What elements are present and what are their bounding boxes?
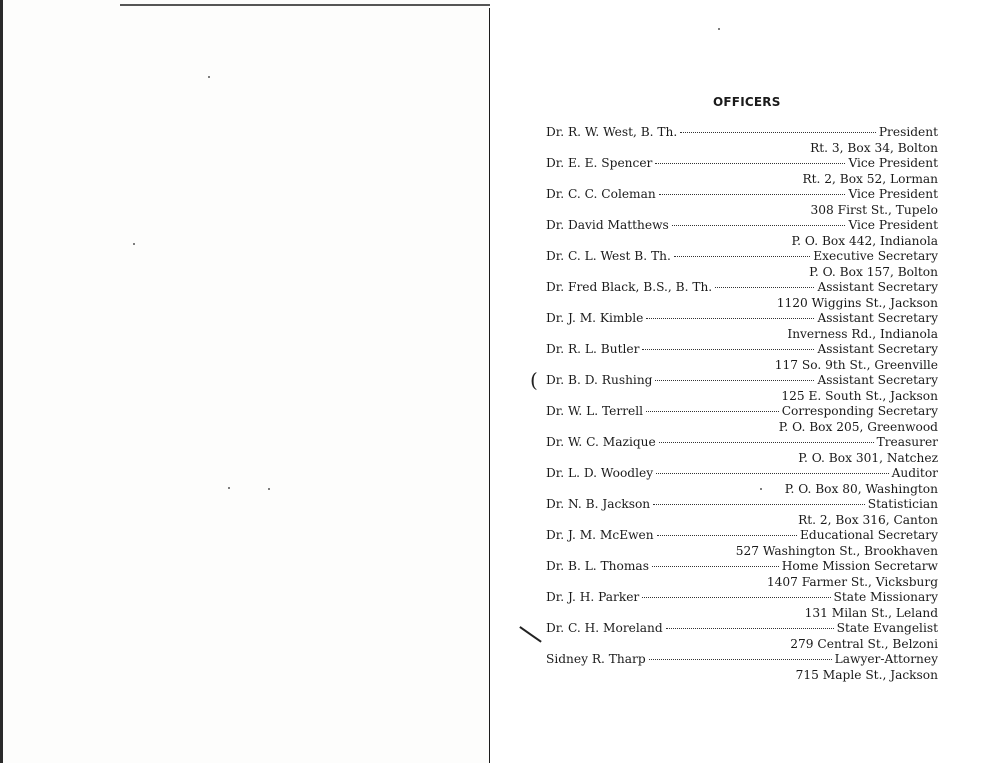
dot-leader bbox=[655, 163, 845, 164]
officer-address: 527 Washington St., Brookhaven bbox=[735, 543, 938, 558]
dot-leader bbox=[674, 256, 810, 257]
officer-name: Dr. J. M. McEwen bbox=[546, 528, 654, 542]
officer-entry bbox=[546, 125, 938, 156]
officer-entry bbox=[546, 652, 938, 683]
officer-address: P. O. Box 442, Indianola bbox=[791, 233, 938, 248]
dot-leader bbox=[653, 504, 865, 505]
officer-entry bbox=[546, 435, 938, 466]
officer-title: Assistant Secretary bbox=[817, 311, 938, 325]
officer-title: Executive Secretary bbox=[813, 249, 938, 263]
speck bbox=[718, 28, 720, 30]
officer-address: Inverness Rd., Indianola bbox=[787, 326, 938, 341]
officer-name: Dr. B. L. Thomas bbox=[546, 559, 649, 573]
officer-address: Rt. 2, Box 316, Canton bbox=[798, 512, 938, 527]
officer-address: 117 So. 9th St., Greenville bbox=[774, 357, 938, 372]
officer-title: Educational Secretary bbox=[800, 528, 938, 542]
officer-title: Corresponding Secretary bbox=[781, 404, 938, 418]
officer-entry bbox=[546, 280, 938, 311]
officer-address: 131 Milan St., Leland bbox=[804, 605, 938, 620]
officer-entry bbox=[546, 590, 938, 621]
handwritten-paren-mark: ( bbox=[530, 368, 538, 392]
dot-leader bbox=[672, 225, 846, 226]
dot-leader bbox=[680, 132, 876, 133]
officer-entry bbox=[546, 404, 938, 435]
officer-entry bbox=[546, 497, 938, 528]
officer-entry bbox=[546, 466, 938, 497]
officer-title: Auditor bbox=[891, 466, 938, 480]
dot-leader bbox=[715, 287, 814, 288]
officer-title: Vice President bbox=[848, 218, 938, 232]
dot-leader bbox=[655, 380, 814, 381]
officer-name: Dr. R. W. West, B. Th. bbox=[546, 125, 678, 139]
page-title: OFFICERS bbox=[713, 95, 781, 109]
officer-title: Home Mission Secretarw bbox=[781, 559, 938, 573]
officer-address: 308 First St., Tupelo bbox=[810, 202, 938, 217]
officer-entry bbox=[546, 528, 938, 559]
officer-name: Sidney R. Tharp bbox=[546, 652, 646, 666]
dot-leader bbox=[659, 194, 846, 195]
officer-name: Dr. B. D. Rushing bbox=[546, 373, 653, 387]
officer-name: Dr. L. D. Woodley bbox=[546, 466, 654, 480]
officer-title: State Evangelist bbox=[836, 621, 938, 635]
officer-name: Dr. Fred Black, B.S., B. Th. bbox=[546, 280, 713, 294]
left-page-edge bbox=[0, 0, 3, 763]
officer-name: Dr. C. H. Moreland bbox=[546, 621, 663, 635]
officer-address: 1407 Farmer St., Vicksburg bbox=[766, 574, 938, 589]
officer-name: Dr. J. H. Parker bbox=[546, 590, 640, 604]
officer-title: Assistant Secretary bbox=[817, 373, 938, 387]
officer-name: Dr. N. B. Jackson bbox=[546, 497, 651, 511]
dot-leader bbox=[646, 411, 779, 412]
officer-title: Lawyer-Attorney bbox=[834, 652, 938, 666]
officer-address: 1120 Wiggins St., Jackson bbox=[776, 295, 938, 310]
officer-name: Dr. C. C. Coleman bbox=[546, 187, 656, 201]
dot-leader bbox=[642, 349, 814, 350]
officer-entry bbox=[546, 249, 938, 280]
officer-entry bbox=[546, 621, 938, 652]
dot-leader bbox=[649, 659, 832, 660]
officer-name: Dr. W. L. Terrell bbox=[546, 404, 644, 418]
officer-title: Assistant Secretary bbox=[817, 342, 938, 356]
dot-leader bbox=[666, 628, 834, 629]
officer-name: Dr. C. L. West B. Th. bbox=[546, 249, 671, 263]
officer-address: P. O. Box 301, Natchez bbox=[798, 450, 938, 465]
officer-name: Dr. E. E. Spencer bbox=[546, 156, 653, 170]
dot-leader bbox=[646, 318, 814, 319]
dot-leader bbox=[659, 442, 874, 443]
speck bbox=[133, 243, 135, 245]
speck bbox=[268, 488, 270, 490]
officer-entry bbox=[546, 559, 938, 590]
officer-address: Rt. 2, Box 52, Lorman bbox=[802, 171, 938, 186]
officer-entry bbox=[546, 311, 938, 342]
officer-entry bbox=[546, 187, 938, 218]
left-page bbox=[0, 0, 490, 763]
officer-title: Vice President bbox=[848, 156, 938, 170]
officer-address: P. O. Box 80, Washington bbox=[784, 481, 938, 496]
officer-entry bbox=[546, 342, 938, 373]
speck bbox=[228, 487, 230, 489]
dot-leader bbox=[656, 473, 888, 474]
officer-entry bbox=[546, 218, 938, 249]
officer-title: State Missionary bbox=[833, 590, 938, 604]
dot-leader bbox=[652, 566, 779, 567]
officer-name: Dr. R. L. Butler bbox=[546, 342, 640, 356]
officer-title: Vice President bbox=[848, 187, 938, 201]
officer-address: 125 E. South St., Jackson bbox=[781, 388, 938, 403]
officer-name: Dr. J. M. Kimble bbox=[546, 311, 644, 325]
officer-title: Statistician bbox=[867, 497, 938, 511]
dot-leader bbox=[642, 597, 830, 598]
officer-title: President bbox=[878, 125, 938, 139]
speck bbox=[208, 76, 210, 78]
officer-address: P. O. Box 157, Bolton bbox=[809, 264, 938, 279]
dot-leader bbox=[657, 535, 797, 536]
officer-name: Dr. W. C. Mazique bbox=[546, 435, 656, 449]
officer-title: Assistant Secretary bbox=[817, 280, 938, 294]
officer-address: 279 Central St., Belzoni bbox=[790, 636, 938, 651]
officer-name: Dr. David Matthews bbox=[546, 218, 669, 232]
officer-entry bbox=[546, 156, 938, 187]
officers-list bbox=[546, 125, 938, 683]
officer-entry bbox=[546, 373, 938, 404]
officer-address: 715 Maple St., Jackson bbox=[795, 667, 938, 682]
officer-address: Rt. 3, Box 34, Bolton bbox=[810, 140, 938, 155]
officer-address: P. O. Box 205, Greenwood bbox=[778, 419, 938, 434]
officer-title: Treasurer bbox=[876, 435, 938, 449]
